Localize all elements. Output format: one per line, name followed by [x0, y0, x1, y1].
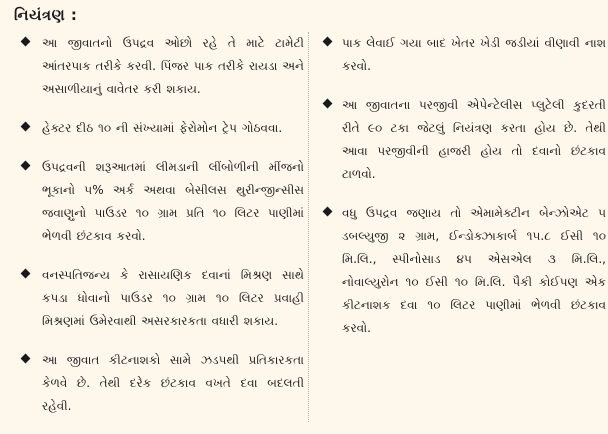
diamond-bullet-icon: [323, 207, 333, 217]
diamond-bullet-icon: [323, 99, 333, 109]
bullet-item: [4, 349, 304, 418]
diamond-bullet-icon: [21, 122, 31, 132]
bullet-text: ઉપદ્રવની શરૂઆતમાં લીમડાની લીંબોળીની મીંજનો ભૂકાનો ૫% અર્ક અથવા બેસીલસ થુરીન્જીન્સીસ જવાણુનો પાઉડર ૧૦ ગ્રામ પ્રતિ ૧૦ લિટર પાણીમાં ભેળવી છંટકાવ કરવો.: [42, 160, 304, 243]
bullet-text: આ જીવાતનો ઉપદ્રવ ઓછો રહે તે માટે ટામેટી આંતરપાક તરીકે કરવી. પિંજર પાક તરીકે રાયડા અને અસાળીયાનું વાવેતર કરી શકાય.: [42, 36, 304, 96]
bullet-text: આ જીવાતના પરજીવી એપેન્ટેલીસ પ્લુટેલી કુદરતી રીતે ૯૦ ટકા જેટલું નિયંત્રણ કરતા હોય છે. તેથી આવા પરજીવીની હાજરી હોય તો દવાનો છંટકાવ ટાળવો.: [342, 98, 606, 181]
diamond-bullet-icon: [21, 37, 31, 47]
diamond-bullet-icon: [21, 354, 31, 364]
bullet-item: [4, 32, 304, 101]
column-divider: [308, 32, 309, 422]
diamond-bullet-icon: [21, 269, 31, 279]
bullet-item: [4, 117, 304, 140]
bullet-item: [4, 264, 304, 333]
right-column: [318, 32, 606, 356]
section-title: નિયંત્રણ :: [14, 6, 78, 24]
bullet-text: વધુ ઉપદ્રવ જણાય તો એમામેક્ટીન બેન્ઝોએટ ૫ ડબલ્યુજી ૨ ગ્રામ, ઈન્ડોક્ઝાકાર્બ ૧૫.૮ ઈસી ૧૦ મિ.લિ., સ્પીનોસાડ ૪૫ એસએલ ૩ મિ.લિ., નોવાલ્યુરોન ૧૦ ઈસી ૧૦ મિ.લિ. પૈકી કોઈપણ એક કીટનાશક દવા ૧૦ લિટર પાણીમાં ભેળવી છંટકાવ કરવો.: [342, 206, 606, 335]
bullet-text: હેક્ટર દીઠ ૧૦ ની સંખ્યામાં ફેરોમોન ટ્રેપ ગોઠવવા.: [42, 121, 283, 135]
bullet-item: [318, 94, 606, 186]
bullet-text: વનસ્પતિજન્ય કે રાસાયણિક દવાનાં મિશ્રણ સાથે કપડા ધોવાનો પાઉડર ૧૦ ગ્રામ ૧૦ લિટર પ્રવાહી મિશ્રણમાં ઉમેરવાથી અસરકારકતા વધારી શકાય.: [42, 268, 304, 328]
bullet-item: [318, 32, 606, 78]
bullet-item: [4, 156, 304, 248]
bullet-text: પાક લેવાઈ ગયા બાદ ખેતર ખેડી જડીયાં વીણાવી નાશ કરવો.: [342, 36, 606, 73]
bullet-item: [318, 202, 606, 340]
diamond-bullet-icon: [21, 161, 31, 171]
diamond-bullet-icon: [323, 37, 333, 47]
bullet-text: આ જીવાત કીટનાશકો સામે ઝડપથી પ્રતિકારકતા કેળવે છે. તેથી દરેક છંટકાવ વખતે દવા બદલતી રહેવી.: [42, 353, 304, 413]
left-column: [4, 32, 304, 434]
